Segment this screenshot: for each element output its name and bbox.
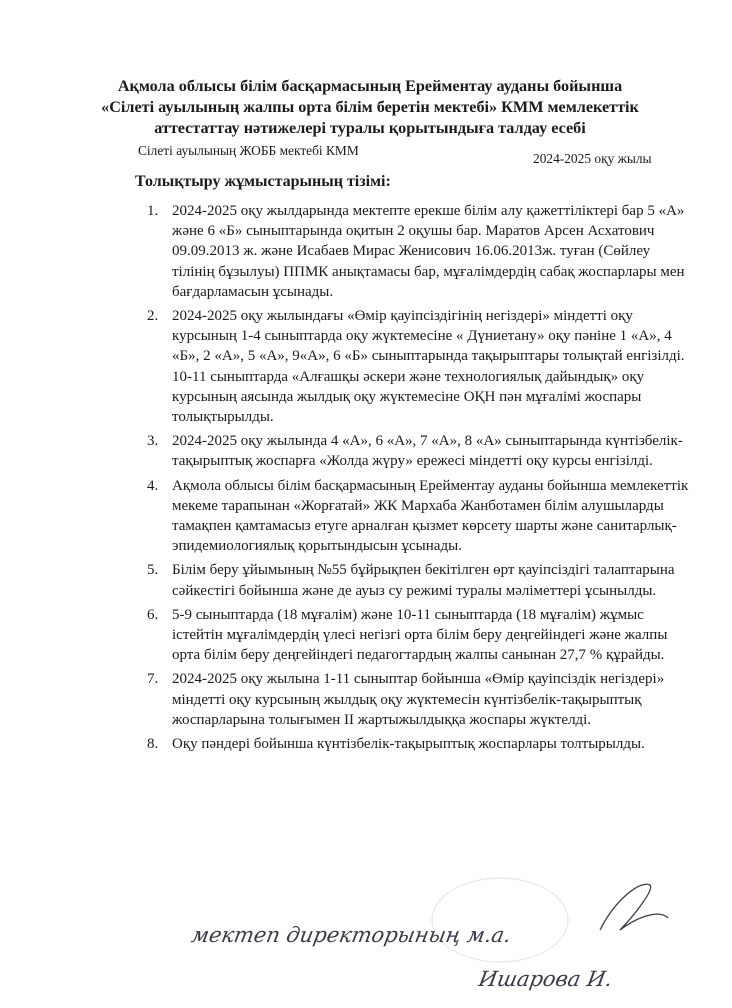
item-text: 2024-2025 оқу жылдарында мектепте ерекше білім алу қажеттіліктері бар 5 «А» және 6 «Б» сыныптарында оқитын 2 оқушы бар. Маратов Арсен Асхатович 09.09.2013 ж. және Исабаев Мирас Женисович 16.06.2013ж. туған (Сөйлеу тілінің бұзылуы) ППМК анықтамасы бар, мұғалімдердің сабақ жоспарлары мен бағдарламасын ұсынады. xyxy=(172,203,685,300)
item-number: 3. xyxy=(147,433,159,450)
list-item xyxy=(145,669,690,730)
title-line: Ақмола облысы білім басқармасының Ерейментау ауданы бойынша xyxy=(117,77,623,95)
item-text: 2024-2025 оқу жылындағы «Өмір қауіпсіздігінің негіздері» міндетті оқу курсының 1-4 сыныптарда оқу жүктемесіне « Дүниетану» оқу пәніне 1 «А», 4 «Б», 2 «А», 5 «А», 9«А», 6 «Б» сыныптарында тақырыптары толықтай енгізілді. 10-11 сыныптарда «Алғашқы әскери және технологиялық дайындық» оқу курсының аясында жылдық оқу жүктемесіне ОҚН пән мұғалімі жоспары толықтырылды. xyxy=(172,308,685,426)
item-text: Ақмола облысы білім басқармасының Ерейментау ауданы бойынша мемлекеттік мекеме тарапынан «Жорғатай» ЖК Мархаба Жанботамен білім алушыларды тамақпен қамтамасыз етуге арналған қызмет көрсету шарты және санитарлық- эпидемиологиялық қорытындысын ұсынады. xyxy=(172,477,689,555)
list-item xyxy=(145,306,690,427)
item-text: 2024-2025 оқу жылында 4 «А», 6 «А», 7 «А», 8 «А» сыныптарында күнтізбелік- тақырыптық жоспарға «Жолда жүру» ережесі міндетті оқу курсы енгізілді. xyxy=(172,433,683,470)
item-number: 1. xyxy=(147,203,159,219)
document-title xyxy=(60,76,680,139)
item-text: 2024-2025 оқу жылына 1-11 сыныптар бойынша «Өмір қауіпсіздік негіздері» міндетті оқу курсының жылдық оқу жүктемесін күнтізбелік-тақырыптық жоспарларына толығымен II жартыжылдыққа жоспары жүктелді. xyxy=(172,671,665,728)
list-item xyxy=(145,605,690,666)
stamp-outline xyxy=(432,878,568,962)
item-number: 2. xyxy=(147,308,159,325)
item-text: Білім беру ұйымының №55 бұйрықпен бекітілген өрт қауіпсіздігі талаптарына сәйкестігі бойынша және де ауыз су режимі туралы мәліметтері ұсынылды. xyxy=(172,562,675,599)
item-number: 8. xyxy=(147,736,159,753)
list-item xyxy=(145,201,690,302)
title-line: аттестаттау нәтижелері туралы қорытындыға талдау есебі xyxy=(154,119,586,137)
list-item xyxy=(145,734,690,754)
list-item xyxy=(145,431,690,471)
academic-year: 2024-2025 оқу жылы xyxy=(533,151,652,166)
school-name: Сілеті ауылының ЖОББ мектебі КММ xyxy=(138,143,359,158)
list-heading: Толықтыру жұмыстарының тізімі: xyxy=(135,173,391,190)
item-number: 4. xyxy=(147,477,159,494)
item-text: 5-9 сыныптарда (18 мұғалім) және 10-11 сыныптарда (18 мұғалім) жұмыс істейтін мұғалімдердің үлесі негізгі орта білім беру деңгейіндегі және жалпы орта білім беру деңгейіндегі педагогтардың жалпы санынан 27,7 % құрайды. xyxy=(172,606,668,664)
item-text: Оқу пәндері бойынша күнтізбелік-тақырыптық жоспарлары толтырылды. xyxy=(172,736,645,753)
list-item xyxy=(145,560,690,600)
item-number: 5. xyxy=(147,562,159,579)
item-number: 7. xyxy=(147,671,159,688)
title-line: «Сілеті ауылының жалпы орта білім беретін мектебі» КММ мемлекеттік xyxy=(101,98,639,116)
handwritten-signature xyxy=(0,860,732,1008)
additions-list xyxy=(145,201,690,758)
signature-scribble xyxy=(600,884,668,930)
signature-line-1: мектеп директорының м.а. xyxy=(189,922,514,947)
list-item xyxy=(145,476,690,557)
signature-line-2: Ишарова И. xyxy=(476,966,615,991)
item-number: 6. xyxy=(147,606,159,623)
